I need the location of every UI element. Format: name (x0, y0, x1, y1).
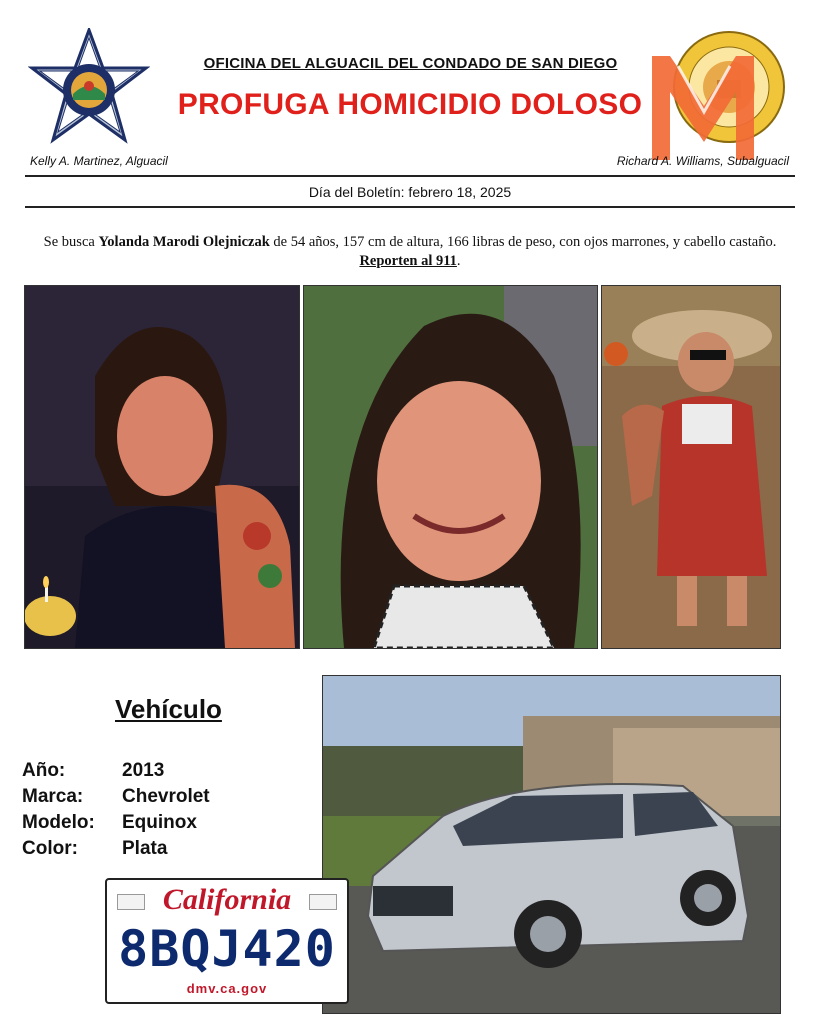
plate-number: 8BQJ420 (118, 920, 336, 978)
sheriff-name: Kelly A. Martinez, Alguacil (30, 154, 168, 168)
vehicle-model-label: Modelo: (22, 812, 95, 833)
call-911-text: Reporten al 911 (359, 253, 457, 269)
suspect-name: Yolanda Marodi Olejniczak (98, 234, 270, 250)
vehicle-color-label: Color: (22, 838, 78, 859)
plate-website: dmv.ca.gov (186, 981, 268, 996)
page-title: PROFUGA HOMICIDIO DOLOSO (177, 88, 643, 121)
vehicle-make-label: Marca: (22, 786, 84, 807)
description-prefix: Se busca (43, 234, 95, 250)
suspect-photo-2 (303, 285, 598, 649)
vehicle-model-value: Equinox (122, 812, 197, 833)
vehicle-row-color (22, 836, 210, 862)
watermark-logo (648, 56, 758, 160)
bulletin-date: Día del Boletín: febrero 18, 2025 (308, 184, 512, 200)
suspect-photo-1 (24, 285, 300, 649)
vehicle-make-value: Chevrolet (122, 786, 210, 807)
description-details: de 54 años, 157 cm de altura, 166 libras de peso, con ojos marrones, y cabello castaño. (273, 234, 777, 250)
vehicle-year-label: Año: (22, 760, 66, 781)
sheriff-badge-logo (28, 28, 150, 150)
vehicle-details (22, 758, 210, 862)
divider-top (25, 175, 795, 177)
plate-state: California (162, 883, 292, 916)
vehicle-row-model (22, 810, 210, 836)
vehicle-row-year (22, 758, 210, 784)
divider-bottom (25, 206, 795, 208)
vehicle-color-value: Plata (122, 838, 168, 859)
suspect-photo-3 (601, 285, 781, 649)
license-plate (105, 878, 349, 1004)
vehicle-row-make (22, 784, 210, 810)
vehicle-year-value: 2013 (122, 760, 165, 781)
agency-name: OFICINA DEL ALGUACIL DEL CONDADO DE SAN DIEGO (203, 55, 618, 72)
vehicle-photo (322, 675, 781, 1014)
undersheriff-name: Richard A. Williams, Subalguacil (616, 154, 789, 168)
suspect-description: Se busca Yolanda Marodi Olejniczak de 54 años, 157 cm de altura, 166 libras de peso, con ojos marrones, y cabello castaño. Reporten al 911. (43, 234, 777, 269)
vehicle-heading: Vehículo (115, 694, 222, 724)
